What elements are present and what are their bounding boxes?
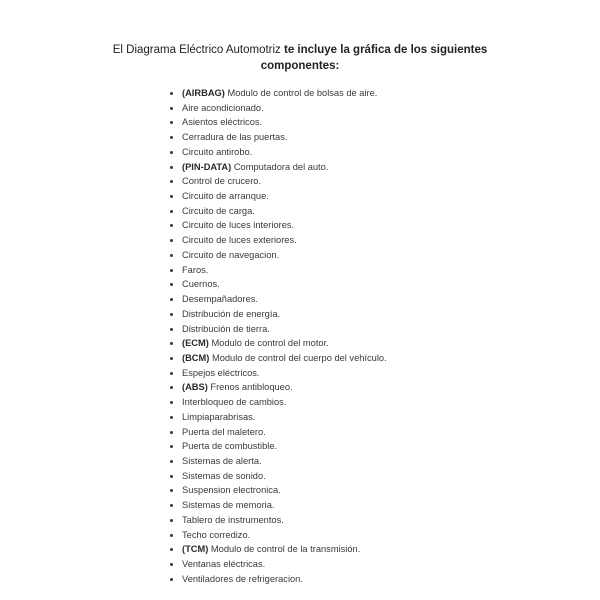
bullet-icon xyxy=(170,548,173,551)
bullet-icon xyxy=(170,431,173,434)
intro-lead-text: El Diagrama Eléctrico Automotriz xyxy=(112,44,285,56)
bullet-icon xyxy=(170,504,173,507)
list-item xyxy=(168,263,387,278)
bullet-icon xyxy=(170,386,173,389)
component-code: (ECM) xyxy=(182,338,209,349)
list-item xyxy=(168,483,387,498)
list-item xyxy=(168,115,387,130)
bullet-icon xyxy=(170,269,173,272)
component-label: Cerradura de las puertas. xyxy=(182,132,288,143)
bullet-icon xyxy=(170,489,173,492)
component-label: Sistemas de sonido. xyxy=(182,470,266,481)
bullet-icon xyxy=(170,475,173,478)
component-label: Faros. xyxy=(182,264,209,275)
bullet-icon xyxy=(170,401,173,404)
component-label: Modulo de control del motor. xyxy=(208,338,329,349)
component-label: Ventiladores de refrigeracion. xyxy=(182,573,303,584)
component-label: Cuernos. xyxy=(182,279,220,290)
component-label: Sistemas de memoria. xyxy=(182,500,275,511)
bullet-icon xyxy=(170,578,173,581)
component-label: Suspension electronica. xyxy=(182,485,281,496)
component-label: Puerta de combustible. xyxy=(182,441,278,452)
bullet-icon xyxy=(170,372,173,375)
bullet-icon xyxy=(170,195,173,198)
bullet-icon xyxy=(170,519,173,522)
bullet-icon xyxy=(170,151,173,154)
component-label: Frenos antibloqueo. xyxy=(207,382,293,393)
bullet-icon xyxy=(170,342,173,345)
component-label: Distribución de tierra. xyxy=(182,323,270,334)
list-item xyxy=(168,233,387,248)
component-label: Asientos eléctricos. xyxy=(182,117,263,128)
bullet-icon xyxy=(170,136,173,139)
bullet-icon xyxy=(170,166,173,169)
list-item xyxy=(168,366,387,381)
list-item xyxy=(168,130,387,145)
component-label: Modulo de control de bolsas de aire. xyxy=(224,88,378,98)
list-item xyxy=(168,498,387,513)
component-label: Computadora del auto. xyxy=(231,161,329,172)
bullet-icon xyxy=(170,92,173,95)
list-item xyxy=(168,351,387,366)
list-item xyxy=(168,439,387,454)
component-label: Modulo de control de la transmisión. xyxy=(208,544,361,555)
list-item xyxy=(168,557,387,572)
bullet-icon xyxy=(170,313,173,316)
component-label: Modulo de control del cuerpo del vehículo. xyxy=(209,352,387,363)
bullet-icon xyxy=(170,298,173,301)
list-item xyxy=(168,410,387,425)
list-item xyxy=(168,86,387,101)
component-label: Circuito antirobo. xyxy=(182,146,253,157)
list-item xyxy=(168,307,387,322)
intro-strong-text: te incluye la gráfica de los siguientes componentes: xyxy=(260,44,488,72)
list-item xyxy=(168,513,387,528)
bullet-icon xyxy=(170,357,173,360)
component-code: (AIRBAG) xyxy=(182,88,225,98)
component-label: Circuito de luces interiores. xyxy=(182,220,295,231)
bullet-icon xyxy=(170,254,173,257)
component-label: Circuito de luces exteriores. xyxy=(182,235,297,246)
bullet-icon xyxy=(170,107,173,110)
list-item xyxy=(168,336,387,351)
list-item xyxy=(168,248,387,263)
component-code: (PIN-DATA) xyxy=(182,161,232,172)
component-label: Circuito de carga. xyxy=(182,205,255,216)
component-label: Interbloqueo de cambios. xyxy=(182,397,287,408)
component-label: Tablero de instrumentos. xyxy=(182,514,284,525)
bullet-icon xyxy=(170,328,173,331)
bullet-icon xyxy=(170,121,173,124)
component-code: (BCM) xyxy=(182,352,210,363)
component-label: Puerta del maletero. xyxy=(182,426,266,437)
component-label: Espejos eléctricos. xyxy=(182,367,260,378)
component-label: Desempañadores. xyxy=(182,294,258,305)
component-label: Circuito de navegacion. xyxy=(182,249,280,260)
component-label: Aire acondicionado. xyxy=(182,102,264,113)
list-item xyxy=(168,204,387,219)
intro-paragraph xyxy=(100,42,500,74)
list-item xyxy=(168,277,387,292)
bullet-icon xyxy=(170,283,173,286)
list-item xyxy=(168,395,387,410)
list-item xyxy=(168,454,387,469)
bullet-icon xyxy=(170,534,173,537)
list-item xyxy=(168,174,387,189)
component-label: Ventanas eléctricas. xyxy=(182,559,266,569)
list-item xyxy=(168,469,387,484)
list-item xyxy=(168,572,387,587)
bullet-icon xyxy=(170,180,173,183)
bullet-icon xyxy=(170,460,173,463)
bullet-icon xyxy=(170,445,173,448)
list-item xyxy=(168,380,387,395)
bullet-icon xyxy=(170,416,173,419)
component-label: Sistemas de alerta. xyxy=(182,455,262,466)
bullet-icon xyxy=(170,224,173,227)
list-item xyxy=(168,218,387,233)
list-item xyxy=(168,542,387,557)
component-code: (TCM) xyxy=(182,544,209,555)
component-label: Techo corredizo. xyxy=(182,529,251,540)
component-code: (ABS) xyxy=(182,382,208,393)
list-item xyxy=(168,292,387,307)
component-label: Circuito de arranque. xyxy=(182,191,269,202)
component-label: Limpiaparabrisas. xyxy=(182,411,256,422)
component-label: Control de crucero. xyxy=(182,176,262,187)
list-item xyxy=(168,528,387,543)
bullet-icon xyxy=(170,210,173,213)
bullet-icon xyxy=(170,239,173,242)
component-label: Distribución de energía. xyxy=(182,308,281,319)
list-item xyxy=(168,322,387,337)
list-item xyxy=(168,145,387,160)
bullet-icon xyxy=(170,563,173,566)
list-item xyxy=(168,160,387,175)
component-list xyxy=(168,86,387,586)
list-item xyxy=(168,425,387,440)
list-item xyxy=(168,101,387,116)
list-item xyxy=(168,189,387,204)
